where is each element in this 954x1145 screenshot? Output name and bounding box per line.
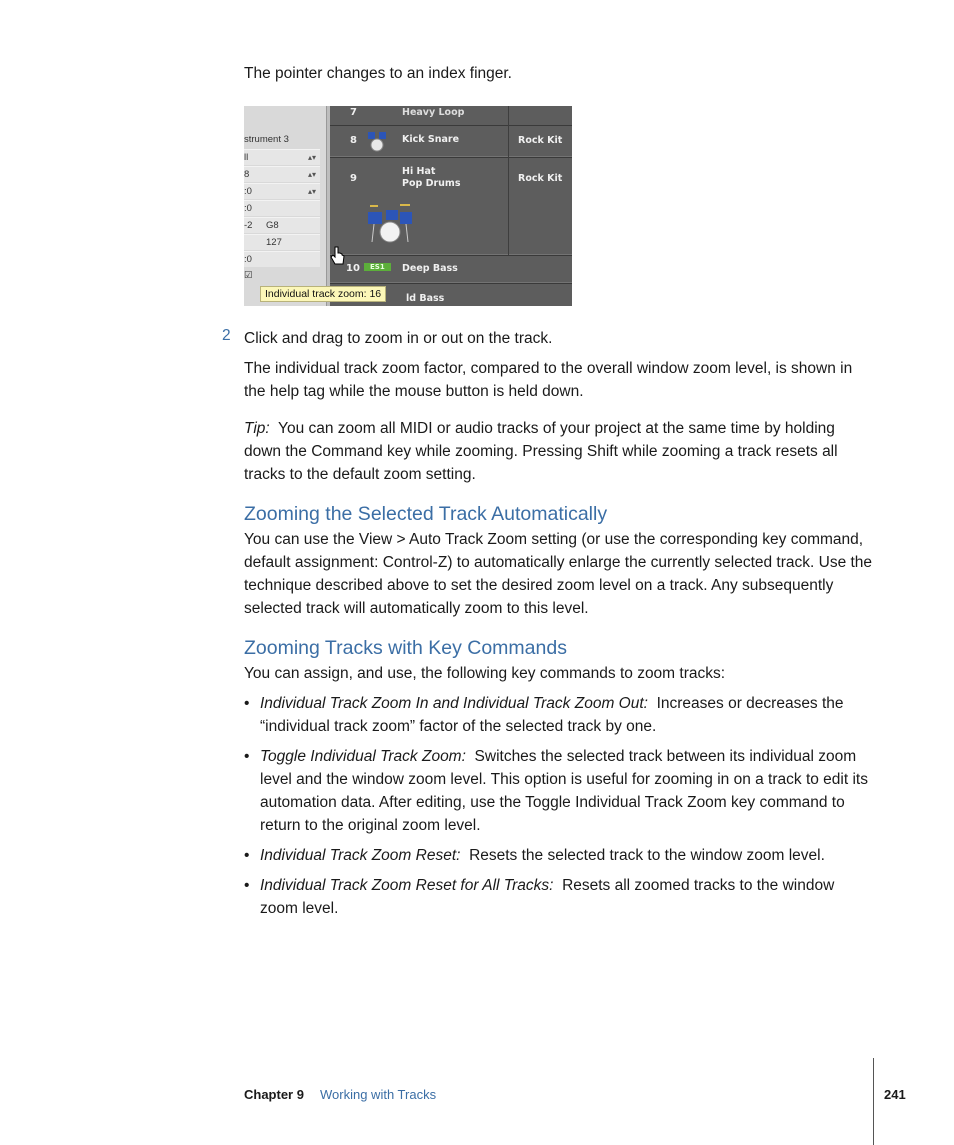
inspector-label: strument 3 xyxy=(244,134,289,145)
inspector-label: -2 xyxy=(244,220,253,231)
inspector-value: G8 xyxy=(266,220,279,231)
inspector-label: :0 xyxy=(244,186,252,197)
tip-text: You can zoom all MIDI or audio tracks of your project at the same time by holding down the Command key while zooming. Pressing Shift while zooming a track resets all tracks to the default zoom setting. xyxy=(244,420,838,483)
index-finger-pointer-icon xyxy=(330,246,346,266)
inspector-row xyxy=(244,183,320,199)
bullet-marker: • xyxy=(244,877,250,894)
bullet-marker: • xyxy=(244,748,250,765)
inspector-row xyxy=(244,234,320,250)
track-name: Heavy Loop xyxy=(402,107,465,118)
bullet-item xyxy=(260,745,876,837)
bullet-item xyxy=(260,844,876,867)
bullet-text: Increases or decreases the “individual track zoom” factor of the selected track by one. xyxy=(260,695,844,735)
step-number: 2 xyxy=(222,327,231,344)
track-name: Deep Bass xyxy=(402,263,458,274)
track-zoom-screenshot xyxy=(244,106,572,306)
section-heading: Zooming the Selected Track Automatically xyxy=(244,503,608,525)
track-name: Hi Hat Pop Drums xyxy=(402,166,461,189)
track-inspector xyxy=(244,106,326,306)
bullet-term: Individual Track Zoom Reset: xyxy=(260,847,461,864)
inspector-row xyxy=(244,217,320,233)
bullet-term: Individual Track Zoom Reset for All Tracks: xyxy=(260,877,554,894)
bullet-term: Toggle Individual Track Zoom: xyxy=(260,748,466,765)
bullet-item xyxy=(260,874,876,920)
inspector-label: ll xyxy=(244,152,249,163)
inspector-label: 8 xyxy=(244,169,250,180)
bullet-term: Individual Track Zoom In and Individual Track Zoom Out: xyxy=(260,695,648,712)
tip-label: Tip: xyxy=(244,420,270,437)
track-number: 7 xyxy=(350,107,357,118)
track-instrument: Rock Kit xyxy=(518,135,563,146)
intro-text: The pointer changes to an index finger. xyxy=(244,65,512,82)
track-row xyxy=(330,125,572,157)
checkbox-icon: ☑ xyxy=(244,270,253,281)
bullet-text: Resets all zoomed tracks to the window zoom level. xyxy=(260,877,835,917)
page-number: 241 xyxy=(884,1087,906,1102)
track-number: 10 xyxy=(346,263,360,274)
track-row xyxy=(330,255,572,283)
inspector-row xyxy=(244,149,320,165)
bullet-text: Resets the selected track to the window zoom level. xyxy=(469,847,825,864)
inspector-label: :0 xyxy=(244,254,252,265)
section-intro: You can assign, and use, the following key commands to zoom tracks: xyxy=(244,665,726,682)
track-row-zoomed[interactable] xyxy=(330,157,572,255)
inspector-row xyxy=(244,132,320,147)
bullet-text: Switches the selected track between its individual zoom level and the window zoom level. This option is useful for zooming in on a track to edit its automation data. After editing, use the Toggle Individual Track Zoom key command to return to the original zoom level. xyxy=(260,748,868,834)
track-row xyxy=(330,106,572,126)
section-body: You can use the View > Auto Track Zoom setting (or use the corresponding key command, default assignment: Control-Z) to automatically enlarge the currently selected track. Use the technique described above to set the desired zoom level on a track. Any subsequently selected track will automatically zoom to this level. xyxy=(244,531,873,617)
inspector-row xyxy=(244,200,320,216)
track-number: 8 xyxy=(350,135,357,146)
stepper-icon: ▴▾ xyxy=(307,170,316,179)
help-tag-tooltip: Individual track zoom: 16 xyxy=(260,286,386,302)
instrument-badge: ES1 xyxy=(364,263,391,271)
drum-kit-icon xyxy=(364,202,416,244)
step-text: Click and drag to zoom in or out on the track. xyxy=(244,330,553,347)
step-paragraph: The individual track zoom factor, compared to the overall window zoom level, is shown in the help tag while the mouse button is held down. xyxy=(244,360,853,400)
bullet-marker: • xyxy=(244,695,250,712)
inspector-row xyxy=(244,166,320,182)
bullet-item xyxy=(260,692,876,738)
track-list xyxy=(330,106,572,306)
track-name: ld Bass xyxy=(406,293,445,304)
inspector-label: :0 xyxy=(244,203,252,214)
track-number: 9 xyxy=(350,173,357,184)
footer-chapter-title: Working with Tracks xyxy=(320,1087,437,1102)
footer-chapter: Chapter 9 xyxy=(244,1087,304,1102)
inspector-value: 127 xyxy=(266,237,282,248)
track-name: Kick Snare xyxy=(402,134,460,145)
section-heading: Zooming Tracks with Key Commands xyxy=(244,637,567,659)
inspector-row xyxy=(244,251,320,267)
bullet-marker: • xyxy=(244,847,250,864)
stepper-icon: ▴▾ xyxy=(307,153,316,162)
stepper-icon: ▴▾ xyxy=(307,187,316,196)
drum-kit-icon xyxy=(364,128,390,154)
tip-paragraph xyxy=(244,417,876,486)
track-instrument: Rock Kit xyxy=(518,173,563,184)
footer-divider xyxy=(873,1058,874,1145)
